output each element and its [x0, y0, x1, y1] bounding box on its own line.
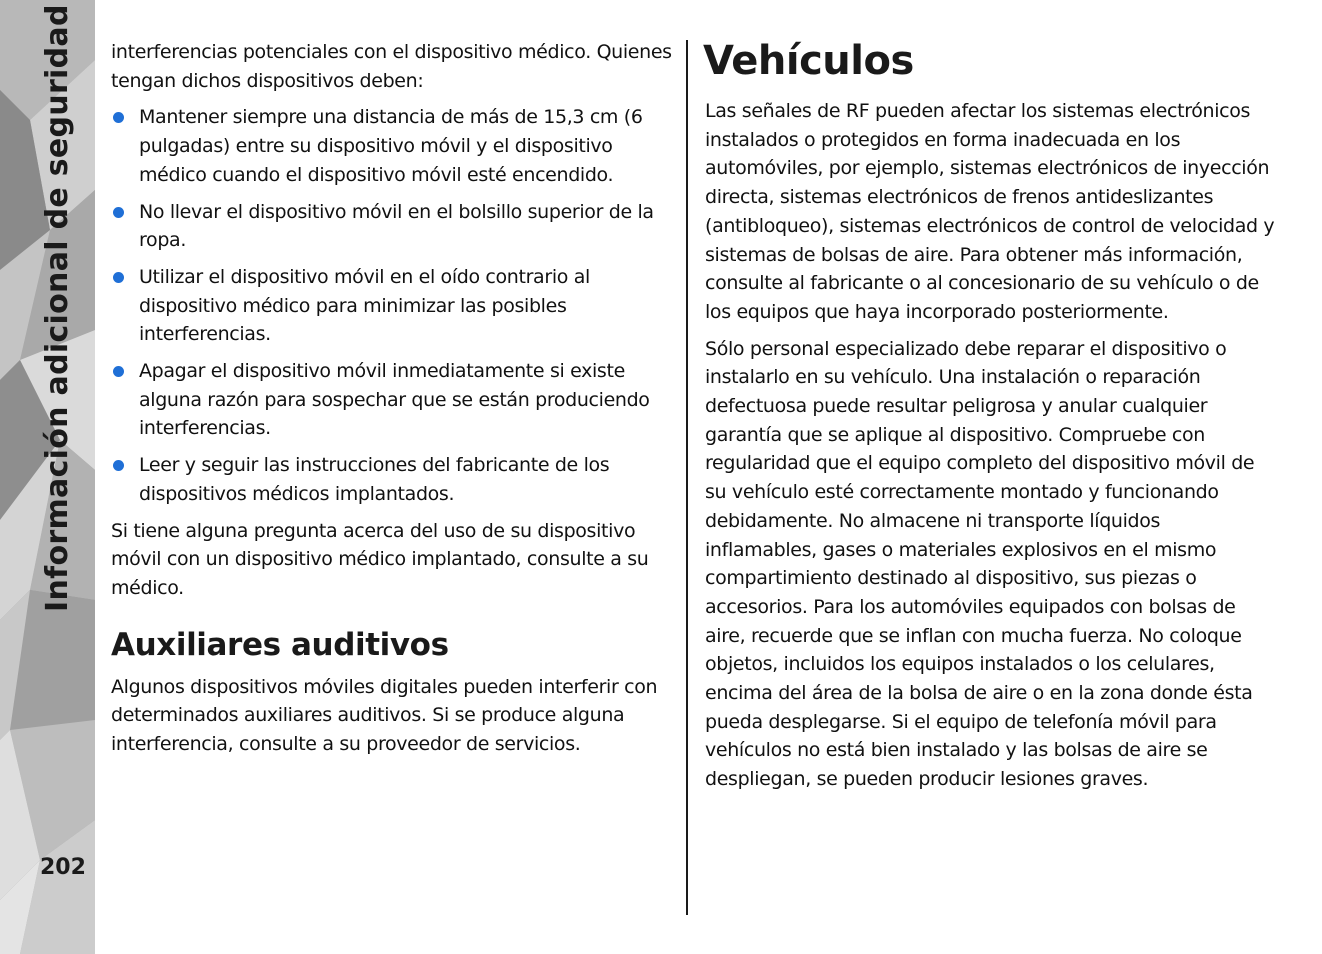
list-item	[111, 103, 677, 189]
hearing-aids-heading: Auxiliares auditivos	[111, 626, 449, 663]
list-item	[111, 198, 677, 255]
sidebar-band	[0, 0, 95, 954]
right-column	[705, 97, 1275, 802]
bullet-icon	[113, 112, 124, 123]
column-divider	[686, 40, 688, 915]
precautions-list	[111, 103, 677, 508]
list-item-text: Leer y seguir las instrucciones del fabricante de los dispositivos médicos implantados.	[139, 454, 610, 505]
hearing-aids-paragraph: Algunos dispositivos móviles digitales pueden interferir con determinados auxiliares auditivos. Si se produce alguna interferencia, consulte a su proveedor de servicios.	[111, 675, 658, 756]
bullet-icon	[113, 272, 124, 283]
intro-paragraph: interferencias potenciales con el dispositivo médico. Quienes tengan dichos dispositivos deben:	[111, 41, 672, 92]
list-item	[111, 263, 677, 349]
list-item	[111, 451, 677, 508]
list-item-text: Apagar el dispositivo móvil inmediatamente si existe alguna razón para sospechar que se están produciendo interferencias.	[139, 360, 650, 440]
bullet-icon	[113, 207, 124, 218]
vehicles-heading: Vehículos	[703, 38, 914, 84]
side-section-title: Información adicional de seguridad	[40, 4, 75, 612]
bullet-icon	[113, 366, 124, 377]
list-item-text: No llevar el dispositivo móvil en el bolsillo superior de la ropa.	[139, 200, 654, 252]
list-item-text: Mantener siempre una distancia de más de 15,3 cm (6 pulgadas) entre su dispositivo móvil y el dispositivo médico cuando el dispositivo móvil esté encendido.	[139, 106, 643, 186]
list-item	[111, 357, 677, 443]
bullet-icon	[113, 460, 124, 471]
list-item-text: Utilizar el dispositivo móvil en el oído contrario al dispositivo médico para minimizar las posibles interferencias.	[139, 265, 590, 346]
left-column	[111, 38, 677, 767]
closing-paragraph: Si tiene alguna pregunta acerca del uso de su dispositivo móvil con un dispositivo médico implantado, consulte a su médico.	[111, 519, 649, 599]
vehicles-paragraph: Las señales de RF pueden afectar los sistemas electrónicos instalados o protegidos en forma inadecuada en los automóviles, por ejemplo, sistemas electrónicos de inyección directa, sistemas electrónicos de frenos antideslizantes (antibloqueo), sistemas electrónicos de control de velocidad y sistemas de bolsas de aire. Para obtener más información, consulte al fabricante o al concesionario de su vehículo o de los equipos que haya incorporado posteriormente.	[705, 100, 1275, 323]
page-number: 202	[40, 855, 86, 880]
vehicles-paragraph: Sólo personal especializado debe reparar el dispositivo o instalarlo en su vehículo. Una instalación o reparación defectuosa puede resultar peligrosa y anular cualquier garantía que se aplique al dispositivo. Compruebe con regularidad que el equipo completo del dispositivo móvil de su vehículo esté correctamente montado y funcionando debidamente. No almacene ni transporte líquidos inflamables, gases o materiales explosivos en el mismo compartimiento destinado al dispositivo, sus piezas o accesorios. Para los automóviles equipados con bolsas de aire, recuerde que se inflan con mucha fuerza. No coloque objetos, incluidos los equipos instalados o los celulares, encima del área de la bolsa de aire o en la zona donde ésta pueda desplegarse. Si el equipo de telefonía móvil para vehículos no está bien instalado y las bolsas de aire se despliegan, se pueden producir lesiones graves.	[705, 337, 1255, 791]
